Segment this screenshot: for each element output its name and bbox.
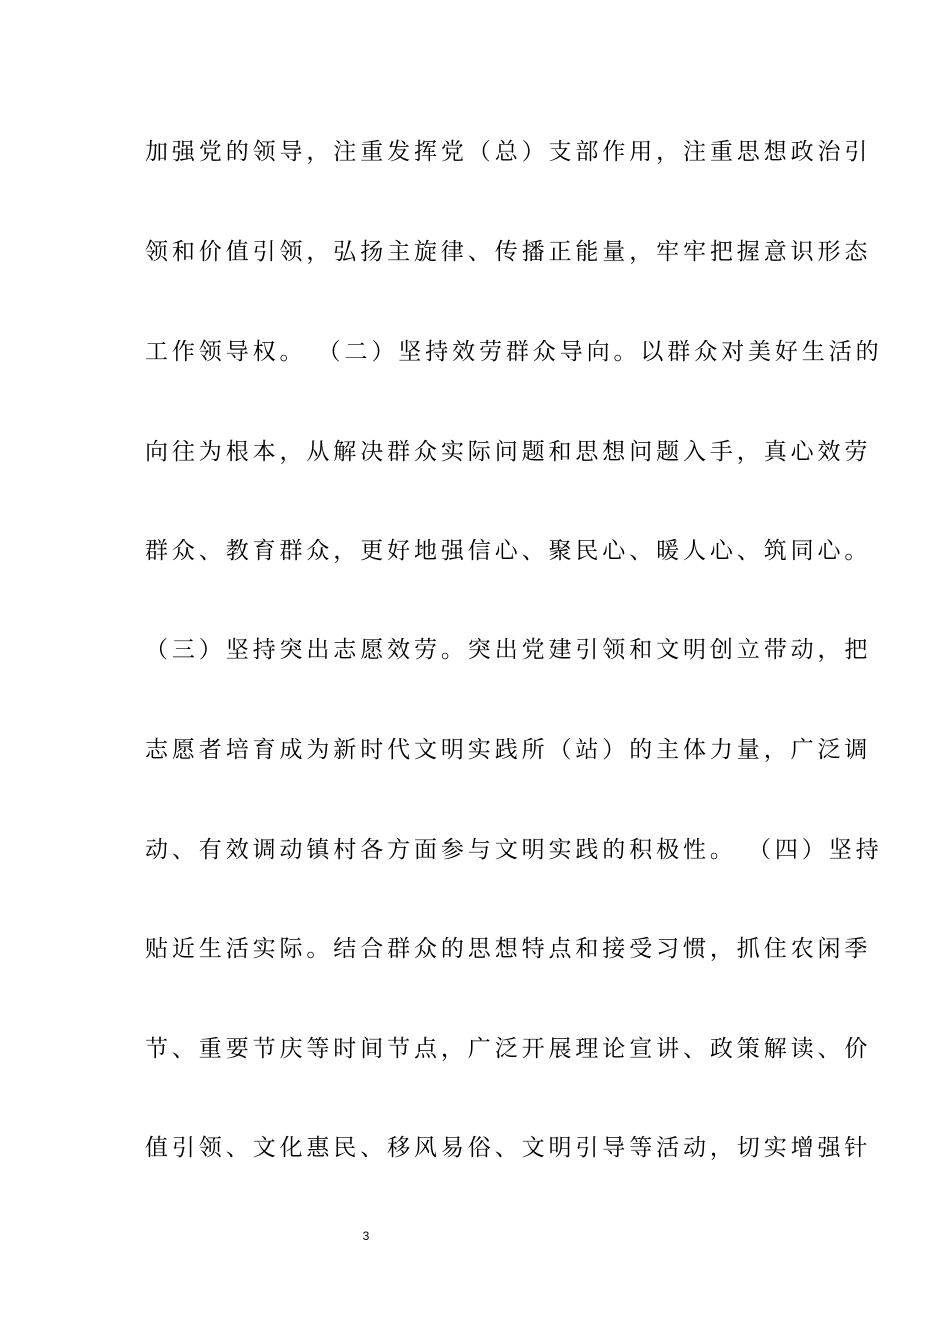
text-line: 贴近生活实际。结合群众的思想特点和接受习惯，抓住农闲季 xyxy=(145,936,872,962)
text-line: 群众、教育群众，更好地强信心、聚民心、暖人心、筑同心。 xyxy=(145,538,872,564)
page-number: 3 xyxy=(362,1229,370,1243)
text-line: 值引领、文化惠民、移风易俗、文明引导等活动，切实增强针 xyxy=(145,1135,872,1161)
text-line: 向往为根本，从解决群众实际问题和思想问题入手，真心效劳 xyxy=(145,439,872,465)
text-line: 志愿者培育成为新时代文明实践所（站）的主体力量，广泛调 xyxy=(145,737,872,763)
text-line: （三）坚持突出志愿效劳。突出党建引领和文明创立带动，把 xyxy=(145,637,872,663)
text-line: 节、重要节庆等时间节点，广泛开展理论宣讲、政策解读、价 xyxy=(145,1036,872,1062)
text-line: 动、有效调动镇村各方面参与文明实践的积极性。 （四）坚持 xyxy=(145,837,883,863)
text-line: 领和价值引领，弘扬主旋律、传播正能量，牢牢把握意识形态 xyxy=(145,239,872,265)
text-line: 加强党的领导，注重发挥党（总）支部作用，注重思想政治引 xyxy=(145,139,872,165)
text-line: 工作领导权。 （二）坚持效劳群众导向。以群众对美好生活的 xyxy=(145,339,883,365)
